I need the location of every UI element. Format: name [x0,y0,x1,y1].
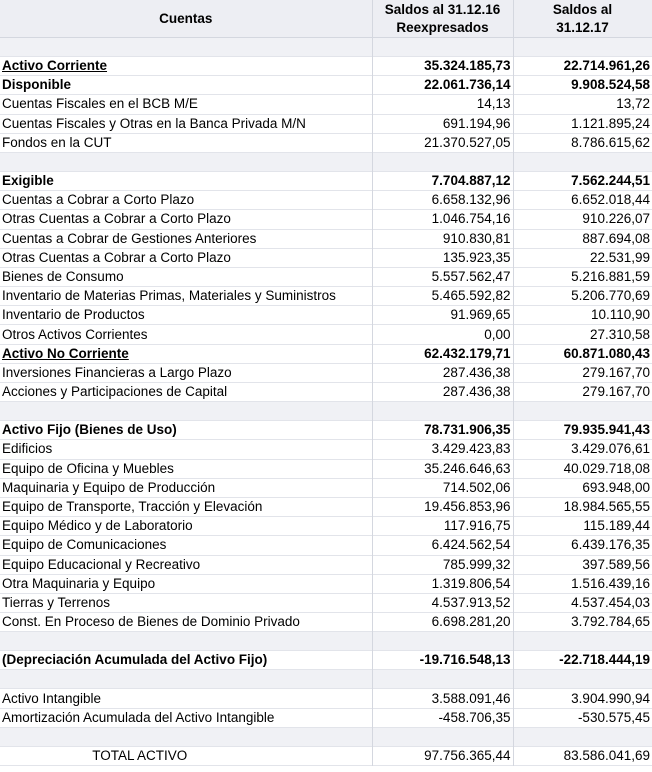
spacer-cell [372,402,513,421]
account-label [0,344,372,363]
saldo-2016-value: 62.432.179,71 [372,344,513,363]
spacer-cell [372,727,513,746]
saldo-2017-value: 279.167,70 [513,363,652,382]
account-label [0,306,372,325]
saldo-2017-value: 7.562.244,51 [513,171,652,190]
saldo-2016-value: 21.370.527,05 [372,133,513,152]
account-label [0,171,372,190]
saldo-2016-value: 1.319.806,54 [372,574,513,593]
saldo-2017-value: 3.792.784,65 [513,613,652,632]
account-label-text: Amortización Acumulada del Activo Intangible [2,709,275,725]
account-label-text: Edificios [2,441,53,457]
account-label [0,57,372,76]
table-row [0,383,652,402]
saldo-2017-value: 397.589,56 [513,555,652,574]
saldo-2016-value: -458.706,35 [372,708,513,727]
account-label-text: Otros Activos Corrientes [2,326,148,342]
account-label-text: Inventario de Materias Primas, Materiales y Suministros [2,288,336,304]
saldo-2017-value: 18.984.565,55 [513,497,652,516]
spacer-cell [513,727,652,746]
saldo-2017-value: 910.226,07 [513,210,652,229]
account-label [0,133,372,152]
saldo-2017-value: 693.948,00 [513,478,652,497]
account-label [0,421,372,440]
header-saldos-2017 [513,0,652,38]
account-label [0,383,372,402]
table-row [0,363,652,382]
table-row [0,421,652,440]
saldo-2016-value: 910.830,81 [372,229,513,248]
saldo-2016-value: 691.194,96 [372,114,513,133]
saldo-2017-value: 6.652.018,44 [513,191,652,210]
saldo-2016-value: 4.537.913,52 [372,593,513,612]
account-label-text: Equipo de Oficina y Muebles [2,460,174,476]
saldo-2017-value: 5.206.770,69 [513,287,652,306]
account-label-text: Exigible [2,173,54,189]
saldo-2016-value: 97.756.365,44 [372,746,513,765]
spacer-cell [372,152,513,171]
saldo-2016-value: 5.465.592,82 [372,287,513,306]
spacer-cell [513,670,652,689]
saldo-2017-value: 5.216.881,59 [513,267,652,286]
account-label-text: Inventario de Productos [2,307,145,323]
table-row [0,325,652,344]
account-label-text: Equipo de Transporte, Tracción y Elevación [2,499,263,515]
table-row [0,517,652,536]
spacer-row [0,632,652,651]
saldo-2016-value: 117.916,75 [372,517,513,536]
header-saldos-2016-line2: Reexpresados [396,20,489,35]
table-row [0,306,652,325]
account-label-text: Equipo Educacional y Recreativo [2,556,201,572]
account-label-text: Acciones y Participaciones de Capital [2,384,228,400]
saldo-2016-value: 6.658.132,96 [372,191,513,210]
saldo-2017-value: 79.935.941,43 [513,421,652,440]
saldo-2017-value: 8.786.615,62 [513,133,652,152]
saldo-2017-value: 10.110,90 [513,306,652,325]
header-saldos-2016 [372,0,513,38]
table-row [0,229,652,248]
account-label [0,114,372,133]
saldo-2017-value: 60.871.080,43 [513,344,652,363]
saldo-2016-value: 19.456.853,96 [372,497,513,516]
spacer-row [0,152,652,171]
table-body [0,38,652,766]
saldo-2017-value: 115.189,44 [513,517,652,536]
header-row [0,0,652,38]
spacer-cell [0,402,372,421]
account-label [0,497,372,516]
table-row [0,613,652,632]
spacer-row [0,670,652,689]
saldo-2017-value: 279.167,70 [513,383,652,402]
saldo-2016-value: 22.061.736,14 [372,76,513,95]
saldo-2016-value: 7.704.887,12 [372,171,513,190]
account-label-text: Otra Maquinaria y Equipo [2,575,156,591]
saldo-2017-value: 3.429.076,61 [513,440,652,459]
saldo-2017-value: 40.029.718,08 [513,459,652,478]
spacer-cell [513,632,652,651]
account-label [0,267,372,286]
account-label-text: Bienes de Consumo [2,268,124,284]
account-label [0,363,372,382]
account-label [0,325,372,344]
spacer-row [0,402,652,421]
spacer-cell [0,38,372,57]
saldo-2017-value: 13,72 [513,95,652,114]
saldo-2017-value: 6.439.176,35 [513,536,652,555]
account-label [0,708,372,727]
saldo-2016-value: -19.716.548,13 [372,651,513,670]
account-label-text: Maquinaria y Equipo de Producción [2,479,216,495]
account-label [0,593,372,612]
account-label-text: Activo Intangible [2,690,102,706]
table-row [0,287,652,306]
account-label-text: Cuentas a Cobrar a Corto Plazo [2,192,195,208]
account-label [0,229,372,248]
saldo-2017-value: -22.718.444,19 [513,651,652,670]
spacer-cell [0,152,372,171]
table-row [0,133,652,152]
saldo-2016-value: 287.436,38 [372,383,513,402]
table-row [0,57,652,76]
saldo-2016-value: 287.436,38 [372,363,513,382]
table-row [0,593,652,612]
spacer-cell [372,632,513,651]
saldo-2017-value: 1.121.895,24 [513,114,652,133]
saldo-2016-value: 78.731.906,35 [372,421,513,440]
account-label-text: Inversiones Financieras a Largo Plazo [2,364,232,380]
spacer-cell [0,727,372,746]
saldo-2016-value: 5.557.562,47 [372,267,513,286]
spacer-cell [0,632,372,651]
saldo-2016-value: 714.502,06 [372,478,513,497]
saldo-2017-value: 887.694,08 [513,229,652,248]
saldo-2016-value: 135.923,35 [372,248,513,267]
account-label [0,76,372,95]
account-label [0,555,372,574]
header-cuentas: Cuentas [0,0,372,38]
saldo-2017-value: 1.516.439,16 [513,574,652,593]
header-saldos-2017-line2: 31.12.17 [556,20,609,35]
account-label-text: Activo Corriente [2,58,108,74]
account-label-text: Tierras y Terrenos [2,594,111,610]
account-label-text: Equipo de Comunicaciones [2,537,167,553]
account-label [0,613,372,632]
account-label [0,459,372,478]
table-row [0,114,652,133]
account-label-text: TOTAL ACTIVO [92,747,188,763]
saldo-2016-value: 3.588.091,46 [372,689,513,708]
spacer-cell [513,38,652,57]
account-label-text: Cuentas a Cobrar de Gestiones Anteriores [2,230,257,246]
table-row [0,171,652,190]
saldo-2016-value: 1.046.754,16 [372,210,513,229]
table-row [0,651,652,670]
table-row [0,76,652,95]
spacer-row [0,727,652,746]
account-label-text: Cuentas Fiscales en el BCB M/E [2,96,198,112]
saldo-2016-value: 91.969,65 [372,306,513,325]
table-row [0,267,652,286]
account-label-text: Disponible [2,77,72,93]
saldo-2016-value: 35.246.646,63 [372,459,513,478]
table-row [0,459,652,478]
saldo-2016-value: 6.424.562,54 [372,536,513,555]
table-row [0,574,652,593]
account-label [0,478,372,497]
account-label-text: (Depreciación Acumulada del Activo Fijo) [2,652,268,668]
table-row [0,344,652,363]
header-saldos-2017-line1: Saldos al [552,2,613,17]
saldo-2016-value: 35.324.185,73 [372,57,513,76]
spacer-cell [513,152,652,171]
account-label-text: Fondos en la CUT [2,134,112,150]
spacer-cell [372,670,513,689]
spacer-cell [0,670,372,689]
saldo-2017-value: 27.310,58 [513,325,652,344]
account-label [0,574,372,593]
table-row [0,440,652,459]
account-label [0,536,372,555]
saldo-2016-value: 6.698.281,20 [372,613,513,632]
header-saldos-2016-line1: Saldos al 31.12.16 [384,2,501,17]
saldo-2017-value: 83.586.041,69 [513,746,652,765]
account-label-text: Cuentas Fiscales y Otras en la Banca Privada M/N [2,115,306,131]
account-label-text: Activo Fijo (Bienes de Uso) [2,422,177,438]
account-label-text: Otras Cuentas a Cobrar a Corto Plazo [2,211,231,227]
account-label [0,95,372,114]
account-label [0,517,372,536]
account-label-text: Const. En Proceso de Bienes de Dominio Privado [2,614,300,630]
account-label [0,248,372,267]
spacer-row [0,38,652,57]
spacer-cell [513,402,652,421]
table-row [0,689,652,708]
account-label-text: Otras Cuentas a Cobrar a Corto Plazo [2,249,231,265]
account-label [0,287,372,306]
account-label [0,651,372,670]
saldo-2017-value: 22.531,99 [513,248,652,267]
table-row [0,497,652,516]
spacer-cell [372,38,513,57]
table-row [0,210,652,229]
table-row [0,95,652,114]
account-label [0,746,372,765]
table-row [0,555,652,574]
saldo-2016-value: 14,13 [372,95,513,114]
account-label [0,440,372,459]
account-label-text: Activo No Corriente [2,345,129,361]
table-row [0,536,652,555]
table-row [0,708,652,727]
total-row [0,746,652,765]
account-label [0,689,372,708]
saldo-2017-value: 3.904.990,94 [513,689,652,708]
account-label [0,191,372,210]
table-row [0,478,652,497]
table-row [0,191,652,210]
saldo-2016-value: 0,00 [372,325,513,344]
saldo-2017-value: -530.575,45 [513,708,652,727]
saldo-2017-value: 9.908.524,58 [513,76,652,95]
account-label [0,210,372,229]
saldo-2016-value: 3.429.423,83 [372,440,513,459]
saldo-2017-value: 22.714.961,26 [513,57,652,76]
saldo-2016-value: 785.999,32 [372,555,513,574]
account-label-text: Equipo Médico y de Laboratorio [2,518,193,534]
table-row [0,248,652,267]
saldo-2017-value: 4.537.454,03 [513,593,652,612]
